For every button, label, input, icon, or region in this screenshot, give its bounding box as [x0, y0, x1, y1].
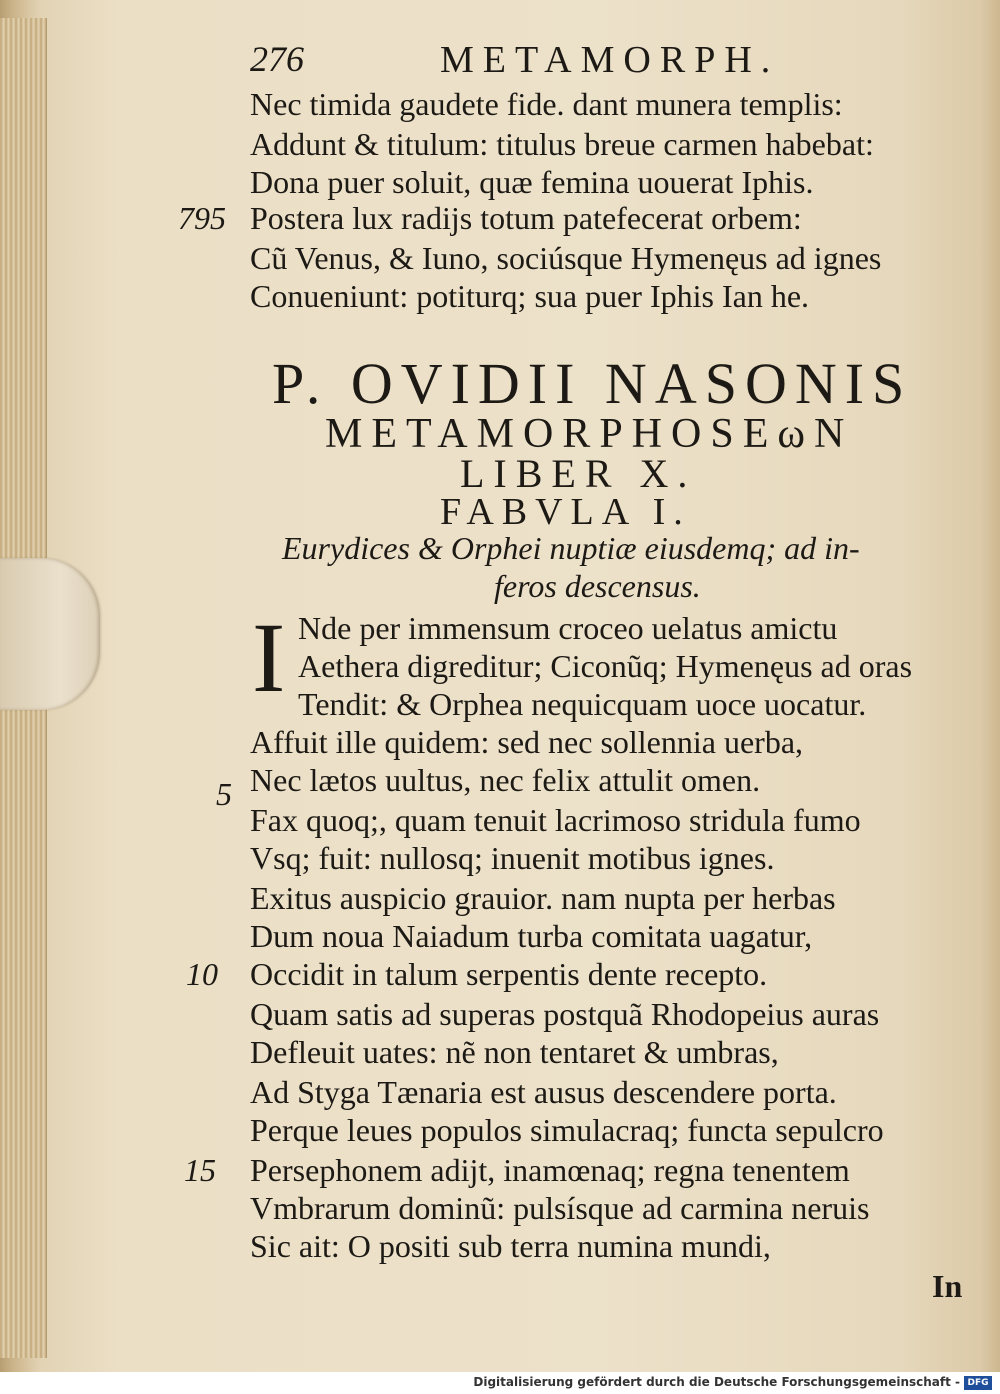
verse-line: Addunt & titulum: titulus breue carmen habebat: — [250, 126, 874, 162]
digitization-footer — [0, 1372, 1000, 1394]
drop-cap: I — [252, 602, 286, 713]
verse-line: Nec timida gaudete fide. dant munera templis: — [250, 86, 843, 122]
verse-line: Perque leues populos simulacraq; functa sepulcro — [250, 1112, 884, 1148]
book-title: P. OVIDII NASONIS — [272, 351, 913, 416]
verse-line: Ad Styga Tænaria est ausus descendere porta. — [250, 1074, 837, 1110]
verse-line: Affuit ille quidem: sed nec sollennia uerba, — [250, 724, 804, 760]
verse-line: Cũ Venus, & Iuno, sociúsque Hymenęus ad ignes — [250, 240, 882, 276]
verse-line: Persephonem adijt, inamœnaq; regna tenentem — [250, 1152, 850, 1188]
verse-line: Defleuit uates: nẽ non tentaret & umbras, — [250, 1034, 779, 1070]
verse-line: Aethera digreditur; Ciconũq; Hymenęus ad oras — [298, 648, 913, 684]
book-subtitle: METAMORPHOSEωN — [325, 411, 854, 457]
verse-line: Occidit in talum serpentis dente recepto. — [250, 956, 768, 992]
verse-line: Nec lætos uultus, nec felix attulit omen. — [250, 762, 761, 798]
fable-argument-line: feros descensus. — [494, 568, 701, 604]
verse-line: Tendit: & Orphea nequicquam uoce uocatur. — [298, 686, 867, 722]
verse-line: Dona puer soluit, quæ femina uouerat Iphis. — [250, 164, 814, 200]
verse-line: Fax quoq;, quam tenuit lacrimoso stridula fumo — [250, 802, 861, 838]
verse-line: Dum noua Naiadum turba comitata uagatur, — [250, 918, 813, 954]
line-number: 10 — [186, 956, 218, 992]
dfg-logo-icon: DFG — [964, 1376, 992, 1390]
verse-line: Conueniunt: potiturq; sua puer Iphis Ian he. — [250, 278, 810, 314]
book-number: LIBER X. — [460, 451, 697, 496]
page-number: 276 — [250, 39, 304, 79]
line-number: 795 — [178, 200, 226, 236]
verse-line: Postera lux radijs totum patefecerat orbem: — [250, 200, 802, 236]
verse-line: Sic ait: O positi sub terra numina mundi, — [250, 1228, 771, 1264]
verse-line: Vmbrarum dominũ: pulsísque ad carmina neruis — [250, 1190, 870, 1226]
line-number: 5 — [216, 776, 232, 812]
line-number: 15 — [184, 1152, 216, 1188]
verse-line: Exitus auspicio grauior. nam nupta per herbas — [250, 880, 836, 916]
fable-argument-line: Eurydices & Orphei nuptiæ eiusdemq; ad in- — [282, 530, 860, 566]
verse-line: Nde per immensum croceo uelatus amictu — [298, 610, 838, 646]
running-header — [250, 38, 890, 90]
fable-number: FABVLA I. — [440, 491, 691, 533]
verse-line: Quam satis ad superas postquã Rhodopeius auras — [250, 996, 880, 1032]
verse-line: Vsq; fuit: nullosq; inuenit motibus ignes. — [250, 840, 775, 876]
running-title: METAMORPH. — [440, 39, 780, 81]
catchword: In — [932, 1268, 963, 1304]
funding-credit: Digitalisierung gefördert durch die Deutsche Forschungsgemeinschaft - — [473, 1375, 960, 1389]
